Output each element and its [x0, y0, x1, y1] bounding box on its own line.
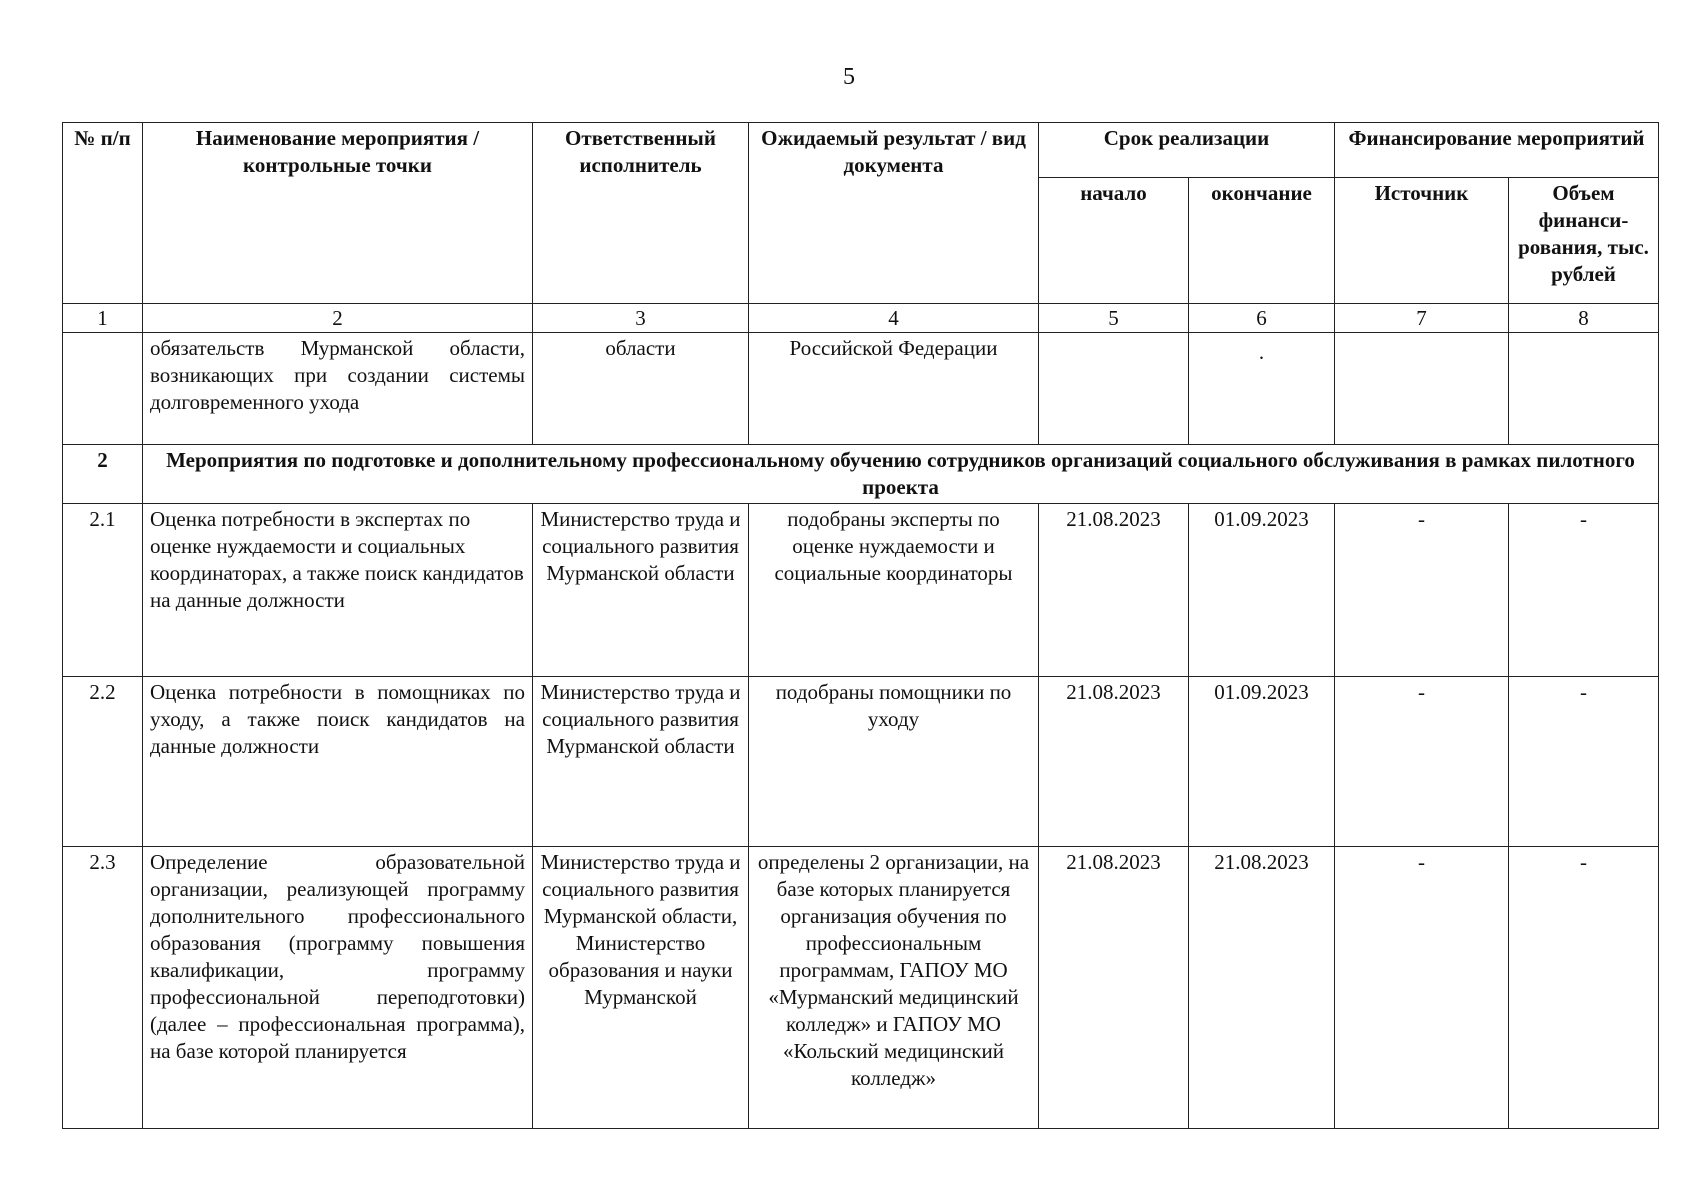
column-number: 1	[63, 304, 143, 333]
table-row-continuation	[63, 333, 1659, 445]
cell-start: 21.08.2023	[1039, 677, 1189, 847]
cell-num: 2.1	[63, 504, 143, 677]
cell-name: Определение образовательной организации, реализующей программу дополнительного профессионального образования (программу повышения квалификации, программу профессиональной переподготовки) (далее – профессиональная программа), на базе которой планируется	[143, 847, 533, 1129]
cell-name: обязательств Мурманской области, возникающих при создании системы долговременного ухода	[143, 333, 533, 445]
header-end: окончание	[1189, 178, 1335, 304]
cell-volume: -	[1509, 504, 1659, 677]
header-num: № п/п	[63, 123, 143, 304]
cell-result: подобраны эксперты по оценке нуждаемости и социальные координаторы	[749, 504, 1039, 677]
cell-source: -	[1335, 677, 1509, 847]
section-title: Мероприятия по подготовке и дополнительному профессиональному обучению сотрудников организаций социального обслуживания в рамках пилотного проекта	[143, 445, 1659, 504]
cell-responsible: Министерство труда и социального развития Мурманской области, Министерство образования и науки Мурманской	[533, 847, 749, 1129]
cell-volume	[1509, 333, 1659, 445]
table-row	[63, 504, 1659, 677]
cell-result: подобраны помощники по уходу	[749, 677, 1039, 847]
column-number: 4	[749, 304, 1039, 333]
cell-source	[1335, 333, 1509, 445]
column-number: 6	[1189, 304, 1335, 333]
header-period: Срок реализации	[1039, 123, 1335, 178]
header-volume: Объем финанси-рования, тыс. рублей	[1509, 178, 1659, 304]
header-responsible: Ответственный исполнитель	[533, 123, 749, 304]
column-number: 8	[1509, 304, 1659, 333]
cell-start	[1039, 333, 1189, 445]
header-result: Ожидаемый результат / вид документа	[749, 123, 1039, 304]
activities-table	[62, 122, 1659, 1129]
cell-name: Оценка потребности в помощниках по уходу, а также поиск кандидатов на данные должности	[143, 677, 533, 847]
cell-volume: -	[1509, 847, 1659, 1129]
column-number: 2	[143, 304, 533, 333]
column-number: 7	[1335, 304, 1509, 333]
header-start: начало	[1039, 178, 1189, 304]
table-row	[63, 847, 1659, 1129]
cell-responsible: Министерство труда и социального развития Мурманской области	[533, 504, 749, 677]
cell-start: 21.08.2023	[1039, 847, 1189, 1129]
cell-name: Оценка потребности в экспертах по оценке нуждаемости и социальных координаторах, а также поиск кандидатов на данные должности	[143, 504, 533, 677]
column-number: 5	[1039, 304, 1189, 333]
header-source: Источник	[1335, 178, 1509, 304]
column-number: 3	[533, 304, 749, 333]
section-num: 2	[63, 445, 143, 504]
table-row	[63, 677, 1659, 847]
cell-num: 2.2	[63, 677, 143, 847]
cell-source: -	[1335, 847, 1509, 1129]
cell-result: Российской Федерации	[749, 333, 1039, 445]
cell-num: 2.3	[63, 847, 143, 1129]
header-name: Наименование мероприятия / контрольные точки	[143, 123, 533, 304]
cell-start: 21.08.2023	[1039, 504, 1189, 677]
cell-source: -	[1335, 504, 1509, 677]
cell-end: 21.08.2023	[1189, 847, 1335, 1129]
cell-end: ·	[1189, 333, 1335, 445]
cell-responsible: Министерство труда и социального развития Мурманской области	[533, 677, 749, 847]
cell-end: 01.09.2023	[1189, 677, 1335, 847]
header-financing: Финансирование мероприятий	[1335, 123, 1659, 178]
cell-result: определены 2 организации, на базе которых планируется организация обучения по профессиональным программам, ГАПОУ МО «Мурманский медицинский колледж» и ГАПОУ МО «Кольский медицинский колледж»	[749, 847, 1039, 1129]
cell-num	[63, 333, 143, 445]
section-row	[63, 445, 1659, 504]
cell-end: 01.09.2023	[1189, 504, 1335, 677]
page-number: 5	[843, 64, 855, 90]
cell-volume: -	[1509, 677, 1659, 847]
cell-responsible: области	[533, 333, 749, 445]
